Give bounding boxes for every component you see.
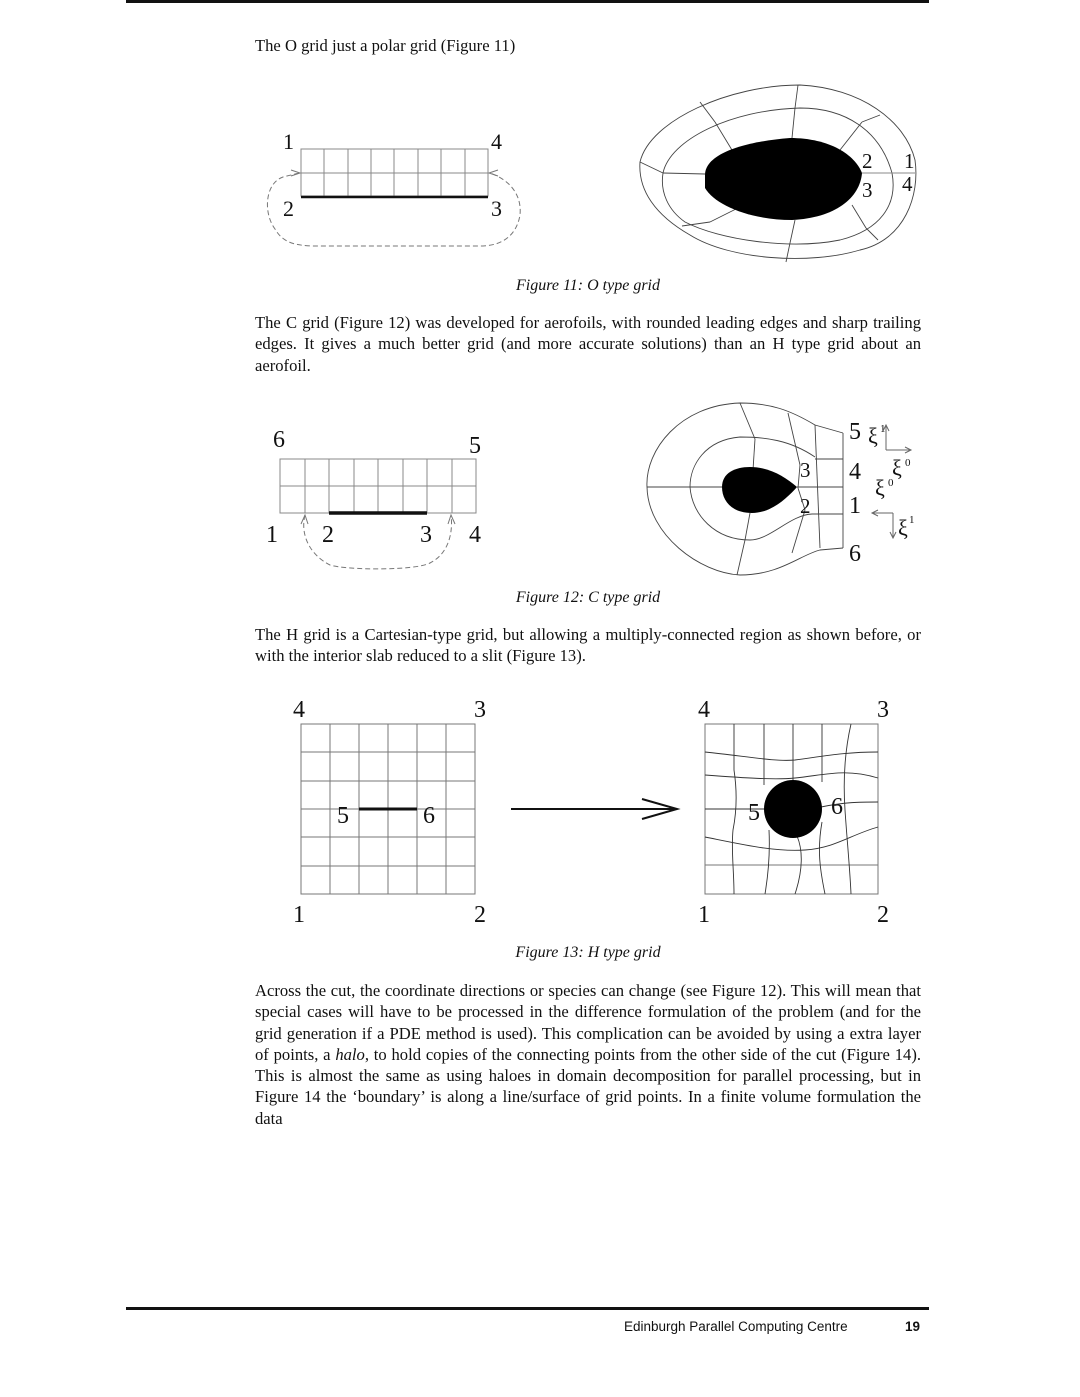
label-4: 4 — [491, 129, 502, 154]
label-1: 1 — [698, 902, 710, 928]
label-6: 6 — [831, 794, 843, 820]
label-6: 6 — [273, 427, 285, 453]
paragraph-halo-text-1: Across the cut, the coordinate directions or species can change (see Figure 12). This will mean that special cases will have to be processed in the difference formulation of the problem (and for the grid generation if a PDE method is used). This complication can be avoided by using a extra layer of points, a — [255, 981, 921, 1064]
label-2: 2 — [322, 522, 334, 548]
label-4: 4 — [469, 522, 481, 548]
label-5: 5 — [748, 800, 760, 826]
paragraph-o-grid: The O grid just a polar grid (Figure 11) — [255, 36, 516, 55]
label-2: 2 — [800, 494, 811, 518]
label-3: 3 — [474, 697, 486, 723]
xi-axis-bottom — [872, 475, 915, 540]
paragraph-h-grid: The H grid is a Cartesian-type grid, but allowing a multiply-connected region as shown before, or with the interior slab reduced to a slit (Figure 13). — [255, 625, 921, 666]
figure-13-right-diagram — [685, 690, 910, 930]
figure-11-right-diagram — [630, 80, 930, 270]
svg-text:0: 0 — [905, 457, 911, 469]
label-2: 2 — [283, 196, 294, 221]
paragraph-halo — [255, 980, 921, 1129]
figure-13-left-diagram — [280, 690, 500, 930]
label-3: 3 — [491, 196, 502, 221]
figure-11-left-diagram — [255, 125, 535, 255]
svg-text:ξ: ξ — [898, 515, 908, 540]
term-halo: halo — [335, 1044, 365, 1064]
label-1: 1 — [266, 522, 278, 548]
svg-text:ξ: ξ — [892, 455, 902, 480]
svg-text:1: 1 — [909, 514, 915, 526]
label-1: 1 — [293, 902, 305, 928]
footer-rule — [126, 1307, 929, 1310]
label-5: 5 — [469, 433, 481, 459]
label-3: 3 — [800, 458, 811, 482]
label-6: 6 — [849, 541, 861, 567]
figure-13-caption: Figure 13: H type grid — [515, 944, 661, 961]
label-1: 1 — [849, 493, 861, 519]
figure-12-caption: Figure 12: C type grid — [515, 589, 661, 606]
figure-13-transform-arrow — [508, 795, 683, 825]
footer-organization: Edinburgh Parallel Computing Centre — [624, 1319, 848, 1334]
paragraph-halo-text-2: , to hold copies of the connecting points from the other side of the cut (Figure 14). This is almost the same as using haloes in domain decomposition for parallel processing, but in Figure 14 the ‘boundary’ is along a line/surface of grid points. In a finite volume formulation the data — [255, 1044, 921, 1128]
label-1: 1 — [283, 129, 294, 154]
label-4: 4 — [849, 459, 861, 485]
label-1: 1 — [904, 149, 915, 173]
label-5: 5 — [337, 803, 349, 829]
label-4: 4 — [902, 172, 913, 196]
svg-text:ξ: ξ — [875, 475, 885, 500]
label-4: 4 — [698, 697, 710, 723]
figure-12-left-diagram — [255, 415, 505, 580]
svg-text:1: 1 — [880, 423, 886, 435]
label-3: 3 — [877, 697, 889, 723]
header-rule — [126, 0, 929, 3]
label-6: 6 — [423, 803, 435, 829]
label-4: 4 — [293, 697, 305, 723]
svg-text:0: 0 — [888, 477, 894, 489]
figure-12-right-diagram — [640, 395, 930, 580]
paragraph-c-grid: The C grid (Figure 12) was developed for aerofoils, with rounded leading edges and sharp trailing edges. It gives a much better grid (and more accurate solutions) than an H type grid about an aerofoil. — [255, 313, 921, 375]
svg-text:ξ: ξ — [868, 423, 878, 448]
xi-axis-top — [868, 423, 911, 480]
label-3: 3 — [420, 522, 432, 548]
label-2: 2 — [862, 149, 873, 173]
label-2: 2 — [877, 902, 889, 928]
label-5: 5 — [849, 419, 861, 445]
label-3: 3 — [862, 178, 873, 202]
label-2: 2 — [474, 902, 486, 928]
page-number: 19 — [905, 1319, 921, 1334]
figure-11-caption: Figure 11: O type grid — [516, 277, 660, 294]
